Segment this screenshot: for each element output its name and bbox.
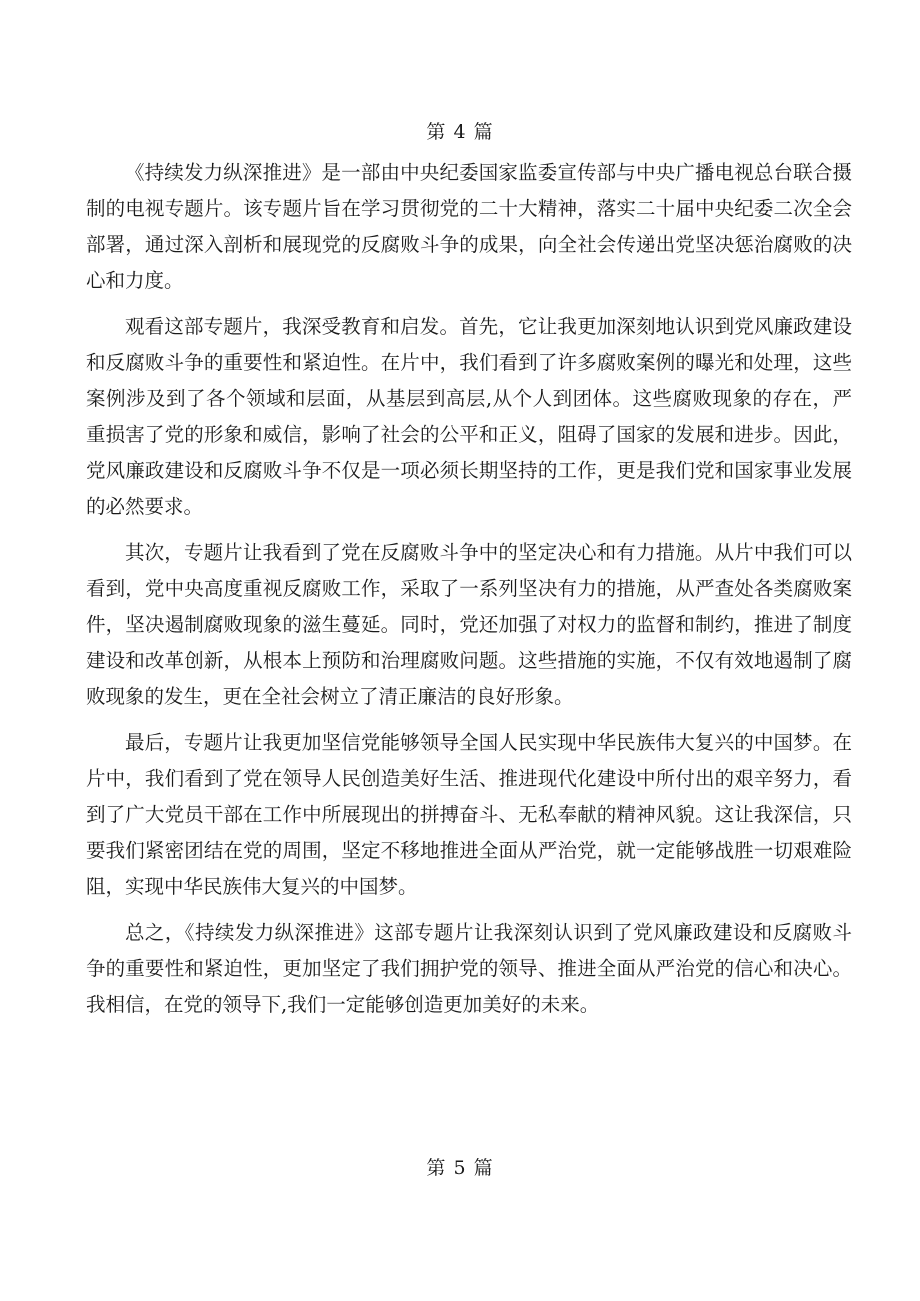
section-heading-4: 第 4 篇 bbox=[426, 121, 494, 143]
paragraph-first-point: 观看这部专题片，我深受教育和启发。首先，它让我更加深刻地认识到党风廉政建设和反腐败斗争的重要性和紧迫性。在片中，我们看到了许多腐败案例的曝光和处理，这些案例涉及到了各个领域和层面，从基层到高层,从个人到团体。这些腐败现象的存在，严重损害了党的形象和威信，影响了社会的公平和正义，阻碍了国家的发展和进步。因此，党风廉政建设和反腐败斗争不仅是一项必须长期坚持的工作，更是我们党和国家事业发展的必然要求。 bbox=[86, 315, 852, 518]
section-heading-5: 第 5 篇 bbox=[426, 1157, 494, 1179]
paragraph-second-point: 其次，专题片让我看到了党在反腐败斗争中的坚定决心和有力措施。从片中我们可以看到，党中央高度重视反腐败工作，采取了一系列坚决有力的措施，从严查处各类腐败案件，坚决遏制腐败现象的滋生蔓延。同时，党还加强了对权力的监督和制约，推进了制度建设和改革创新，从根本上预防和治理腐败问题。这些措施的实施，不仅有效地遏制了腐败现象的发生，更在全社会树立了清正廉洁的良好形象。 bbox=[86, 541, 852, 708]
paragraph-conclusion: 总之，《持续发力纵深推进》这部专题片让我深刻认识到了党风廉政建设和反腐败斗争的重要性和紧迫性，更加坚定了我们拥护党的领导、推进全面从严治党的信心和决心。我相信，在党的领导下,我们一定能够创造更加美好的未来。 bbox=[86, 921, 852, 1016]
paragraph-third-point: 最后，专题片让我更加坚信党能够领导全国人民实现中华民族伟大复兴的中国梦。在片中，我们看到了党在领导人民创造美好生活、推进现代化建设中所付出的艰辛努力，看到了广大党员干部在工作中所展现出的拼搏奋斗、无私奉献的精神风貌。这让我深信，只要我们紧密团结在党的周围，坚定不移地推进全面从严治党，就一定能够战胜一切艰难险阻，实现中华民族伟大复兴的中国梦。 bbox=[86, 731, 852, 898]
article-body bbox=[86, 155, 852, 1033]
paragraph-intro: 《持续发力纵深推进》是一部由中央纪委国家监委宣传部与中央广播电视总台联合摄制的电视专题片。该专题片旨在学习贯彻党的二十大精神，落实二十届中央纪委二次全会部署，通过深入剖析和展现党的反腐败斗争的成果，向全社会传递出党坚决惩治腐败的决心和力度。 bbox=[86, 161, 852, 292]
